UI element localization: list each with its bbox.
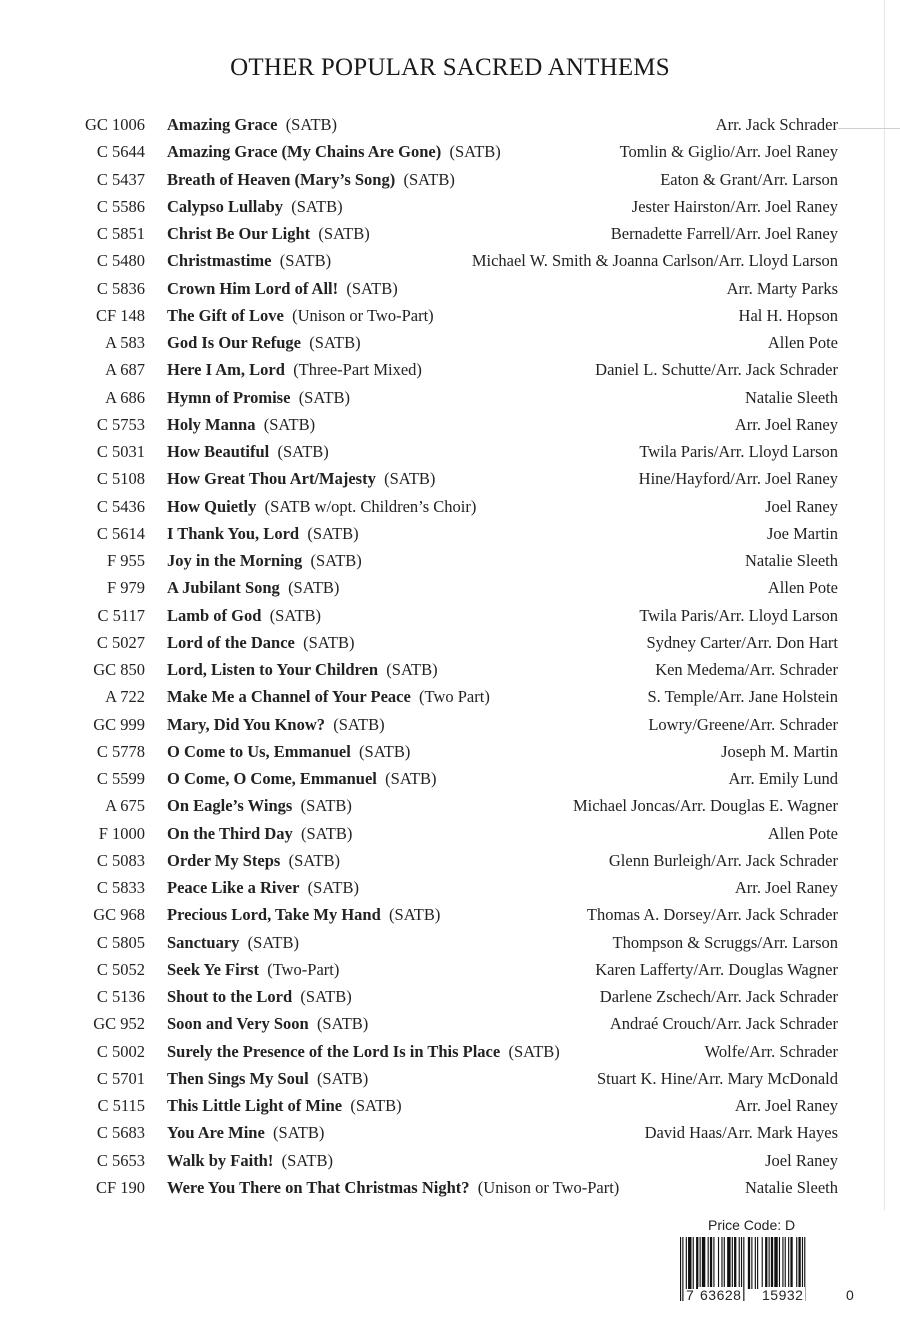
anthem-voicing: (SATB) [403,169,455,189]
anthem-title-group [167,468,435,490]
anthem-title-group [167,686,490,708]
barcode-bar [785,1237,786,1289]
anthem-title: How Quietly [167,496,257,516]
anthem-title: Peace Like a River [167,878,300,897]
barcode-bar [782,1237,783,1289]
anthem-voicing: (SATB) [298,387,351,407]
anthem-voicing: (Two Part) [419,687,490,707]
anthem-code: C 5002 [96,1041,145,1061]
page-title: OTHER POPULAR SACRED ANTHEMS [230,54,670,81]
anthem-title-group [167,795,352,817]
anthem-title-group [167,223,370,245]
anthem-voicing: (SATB) [277,442,329,461]
anthem-title-group [167,1068,368,1090]
barcode-bar [686,1237,687,1289]
anthem-title-group [167,387,350,409]
anthem-voicing: (SATB) [263,414,316,434]
anthem-code: A 687 [105,360,145,380]
anthem-code: C 5836 [96,278,145,298]
anthem-title: Here I Am, Lord [167,360,285,380]
anthem-code: C 5644 [96,142,145,162]
anthem-title: O Come, O Come, Emmanuel [167,769,377,788]
barcode-bar [734,1237,736,1289]
anthem-title: Christ Be Our Light [167,224,311,243]
anthem-code: C 5586 [96,196,145,216]
anthem-voicing: (SATB) [273,1123,325,1143]
barcode-bar [788,1237,789,1289]
anthem-row [0,823,900,850]
barcode-bar [762,1237,763,1289]
anthem-row [0,1013,900,1040]
anthem-code: GC 1006 [84,115,145,134]
anthem-row [0,904,900,931]
anthem-title: You Are Mine [167,1123,265,1143]
anthem-voicing: (SATB) [449,142,501,162]
anthem-row [0,278,900,305]
anthem-voicing: (SATB) [359,741,411,761]
barcode-bar [748,1237,750,1289]
anthem-code: C 5805 [96,932,145,952]
barcode-right-group: 15932 [762,1287,804,1303]
anthem-code: C 5027 [96,632,145,652]
anthem-code: C 5136 [96,987,145,1006]
anthem-voicing: (SATB) [508,1041,560,1061]
barcode-bar [724,1237,725,1289]
barcode-bar [700,1237,701,1289]
anthem-voicing: (SATB) [285,115,338,134]
anthem-voicing: (SATB) [316,1068,369,1088]
anthem-title-group [167,523,359,545]
anthem-composer: Ken Medema/Arr. Schrader [655,660,838,679]
anthem-row [0,114,900,141]
anthem-row [0,877,900,904]
anthem-row [0,250,900,277]
anthem-code: C 5437 [96,169,145,189]
barcode-bar [790,1237,792,1289]
anthem-voicing: (SATB) [291,196,343,216]
anthem-title: Surely the Presence of the Lord Is in This Place [167,1041,501,1061]
anthem-voicing: (SATB) [307,878,360,897]
anthem-title-group [167,1177,619,1199]
anthem-title-group [167,305,434,327]
anthem-title: Then Sings My Soul [167,1068,309,1088]
anthem-composer: Natalie Sleeth [744,1177,838,1197]
anthem-row [0,141,900,168]
anthem-code: F 979 [106,578,145,598]
anthem-row [0,686,900,713]
anthem-title: How Beautiful [167,442,270,461]
anthem-code: C 5653 [96,1150,145,1170]
barcode-bar [796,1237,797,1289]
anthem-code: A 686 [105,387,145,407]
anthem-code: C 5851 [96,224,145,243]
anthem-code: C 5833 [96,878,145,897]
anthem-title-group [167,278,398,300]
anthem-composer: Twila Paris/Arr. Lloyd Larson [639,605,838,625]
anthem-row [0,768,900,795]
anthem-composer: Joe Martin [766,523,838,543]
anthem-composer: Arr. Joel Raney [734,414,838,434]
anthem-composer: Darlene Zschech/Arr. Jack Schrader [599,987,838,1006]
anthem-code: C 5115 [97,1096,145,1115]
anthem-code: C 5117 [97,605,145,625]
anthem-title: Joy in the Morning [167,551,303,570]
anthem-row [0,632,900,659]
anthem-title-group [167,768,437,790]
barcode-digits [676,1287,866,1307]
anthem-voicing: (SATB) [279,251,332,271]
anthem-composer: Natalie Sleeth [744,387,838,407]
anthem-title-group [167,714,385,736]
barcode-bar [798,1237,800,1289]
anthem-title: Order My Steps [167,850,281,870]
anthem-voicing: (SATB) [288,850,340,870]
anthem-title-group [167,1041,560,1063]
anthem-voicing: (SATB) [310,551,362,570]
anthem-title: Amazing Grace (My Chains Are Gone) [167,142,442,162]
barcode-bar [765,1237,767,1289]
barcode-last-digit: 0 [846,1287,854,1303]
barcode-bar [751,1237,752,1289]
anthem-title: Seek Ye First [167,959,259,979]
barcode-bar [688,1237,691,1289]
barcode-bar [732,1237,733,1289]
anthem-row [0,441,900,468]
anthem-composer: Lowry/Greene/Arr. Schrader [648,714,838,734]
anthem-title: Amazing Grace [167,115,278,134]
anthem-row [0,1095,900,1122]
barcode-bar [779,1237,780,1289]
anthem-title-group [167,1150,333,1172]
anthem-composer: Wolfe/Arr. Schrader [704,1041,838,1061]
anthem-row [0,305,900,332]
anthem-title-group [167,196,343,218]
anthem-row [0,169,900,196]
anthem-composer: Allen Pote [767,578,838,598]
anthem-composer: Arr. Joel Raney [734,1096,838,1115]
anthem-voicing: (SATB) [300,796,352,816]
anthem-row [0,1068,900,1095]
anthem-row [0,1150,900,1177]
anthem-title: Sanctuary [167,932,240,952]
anthem-title-group [167,114,337,136]
anthem-code: C 5614 [96,523,145,543]
anthem-composer: Michael Joncas/Arr. Douglas E. Wagner [572,796,838,816]
anthem-title: This Little Light of Mine [167,1096,343,1115]
anthem-title-group [167,441,329,463]
barcode-bar [727,1237,730,1289]
anthem-title: Mary, Did You Know? [167,714,325,734]
price-code: Price Code: D [708,1217,796,1233]
anthem-title: Christmastime [167,251,272,271]
anthem-row [0,387,900,414]
anthem-row [0,741,900,768]
anthem-title-group [167,741,410,763]
anthem-title: Lord, Listen to Your Children [167,660,379,679]
anthem-voicing: (SATB) [384,469,436,489]
anthem-row [0,986,900,1013]
anthem-voicing: (SATB) [300,987,352,1006]
anthem-title: Lamb of God [167,605,262,625]
anthem-title-group [167,359,422,381]
barcode-bar [739,1237,740,1289]
anthem-composer: Daniel L. Schutte/Arr. Jack Schrader [595,360,838,380]
anthem-title-group [167,550,362,572]
anthem-composer: Allen Pote [767,823,838,843]
anthem-row [0,1122,900,1149]
anthem-code: A 675 [105,796,145,816]
anthem-title-group [167,877,359,899]
anthem-composer: Karen Lafferty/Arr. Douglas Wagner [595,959,838,979]
anthem-title-group [167,632,354,654]
anthem-composer: Glenn Burleigh/Arr. Jack Schrader [608,850,838,870]
anthem-voicing: (SATB) [333,714,385,734]
anthem-voicing: (SATB) [385,769,437,788]
barcode-bar [702,1237,705,1289]
anthem-title: The Gift of Love [167,305,284,325]
anthem-composer: Bernadette Farrell/Arr. Joel Raney [610,224,838,243]
anthem-code: GC 952 [93,1014,145,1034]
anthem-title-group [167,496,476,518]
anthem-title-group [167,605,321,627]
anthem-title-group [167,932,299,954]
anthem-title-group [167,332,361,354]
anthem-composer: Hal H. Hopson [738,305,838,325]
anthem-title: I Thank You, Lord [167,523,300,543]
anthem-composer: Stuart K. Hine/Arr. Mary McDonald [596,1068,838,1088]
anthem-row [0,523,900,550]
anthem-voicing: (SATB) [346,278,398,298]
anthem-composer: Natalie Sleeth [744,551,838,570]
anthem-title-group [167,904,440,926]
anthem-row [0,714,900,741]
anthem-composer: Twila Paris/Arr. Lloyd Larson [639,442,838,461]
barcode-bar [769,1237,770,1289]
anthem-composer: Eaton & Grant/Arr. Larson [660,169,838,189]
anthem-composer: Arr. Joel Raney [734,878,838,897]
anthem-list [0,114,900,1204]
anthem-title: Breath of Heaven (Mary’s Song) [167,169,396,189]
anthem-voicing: (SATB w/opt. Children’s Choir) [264,496,477,516]
anthem-composer: Thomas A. Dorsey/Arr. Jack Schrader [586,905,838,925]
anthem-title-group [167,823,352,845]
anthem-row [0,550,900,577]
anthem-code: C 5599 [96,769,145,788]
anthem-code: C 5778 [96,741,145,761]
anthem-composer: Jester Hairston/Arr. Joel Raney [631,196,838,216]
anthem-voicing: (Unison or Two-Part) [292,305,434,325]
anthem-code: A 583 [105,333,145,352]
anthem-title: Holy Manna [167,414,256,434]
anthem-title-group [167,414,315,436]
anthem-title: Make Me a Channel of Your Peace [167,687,411,707]
anthem-voicing: (SATB) [301,823,353,843]
anthem-title-group [167,659,438,681]
barcode-bar [774,1237,777,1289]
anthem-row [0,932,900,959]
anthem-title: Hymn of Promise [167,387,291,407]
anthem-composer: Arr. Emily Lund [728,769,838,788]
barcode-bar [755,1237,756,1289]
anthem-code: GC 968 [93,905,145,925]
anthem-title-group [167,169,455,191]
anthem-voicing: (SATB) [288,578,340,598]
anthem-voicing: (SATB) [303,632,355,652]
barcode-first-digit: 7 [686,1287,694,1303]
anthem-row [0,223,900,250]
anthem-title-group [167,959,339,981]
anthem-title: God Is Our Refuge [167,333,301,352]
anthem-voicing: (SATB) [269,605,322,625]
anthem-row [0,496,900,523]
anthem-title: Shout to the Lord [167,987,293,1006]
anthem-composer: Andraé Crouch/Arr. Jack Schrader [609,1014,838,1034]
anthem-row [0,1041,900,1068]
anthem-title: Soon and Very Soon [167,1014,309,1034]
anthem-row [0,1177,900,1204]
anthem-voicing: (SATB) [316,1014,369,1034]
anthem-row [0,359,900,386]
anthem-code: C 5436 [96,496,145,516]
anthem-code: C 5753 [96,414,145,434]
anthem-title: On Eagle’s Wings [167,796,293,816]
anthem-voicing: (SATB) [307,523,359,543]
anthem-composer: Sydney Carter/Arr. Don Hart [646,632,838,652]
anthem-row [0,959,900,986]
anthem-code: C 5031 [96,442,145,461]
anthem-title-group [167,986,352,1008]
anthem-code: GC 850 [93,660,145,679]
anthem-voicing: (SATB) [309,333,361,352]
anthem-voicing: (SATB) [318,224,370,243]
anthem-composer: Thompson & Scruggs/Arr. Larson [612,932,838,952]
anthem-row [0,795,900,822]
barcode-bar [696,1237,698,1289]
anthem-voicing: (SATB) [247,932,300,952]
anthem-row [0,659,900,686]
anthem-row [0,577,900,604]
barcode-bar [713,1237,714,1289]
anthem-code: F 1000 [98,823,145,843]
anthem-title: O Come to Us, Emmanuel [167,741,351,761]
anthem-composer: Allen Pote [767,333,838,352]
anthem-composer: S. Temple/Arr. Jane Holstein [647,687,838,707]
anthem-title-group [167,850,340,872]
anthem-composer: Joel Raney [765,1150,838,1170]
anthem-composer: Arr. Jack Schrader [715,115,838,134]
anthem-title-group [167,1013,368,1035]
barcode-left-group: 63628 [700,1287,742,1303]
anthem-composer: Tomlin & Giglio/Arr. Joel Raney [619,142,838,162]
anthem-composer: Joel Raney [765,496,838,516]
anthem-code: C 5480 [96,251,145,271]
anthem-code: F 955 [106,551,145,570]
anthem-title: Walk by Faith! [167,1150,274,1170]
anthem-voicing: (SATB) [386,660,438,679]
anthem-title-group [167,250,331,272]
anthem-title-group [167,141,501,163]
barcode-bar [721,1237,722,1289]
anthem-voicing: (Three-Part Mixed) [293,360,422,380]
anthem-composer: Hine/Hayford/Arr. Joel Raney [638,469,838,489]
anthem-composer: David Haas/Arr. Mark Hayes [644,1123,838,1143]
anthem-title-group [167,1122,324,1144]
anthem-code: CF 190 [95,1177,145,1197]
barcode-bar [771,1237,773,1289]
anthem-code: CF 148 [95,305,145,325]
anthem-code: C 5683 [96,1123,145,1143]
anthem-row [0,332,900,359]
anthem-composer: Michael W. Smith & Joanna Carlson/Arr. Lloyd Larson [471,251,838,271]
anthem-row [0,468,900,495]
anthem-voicing: (Two-Part) [267,959,340,979]
barcode-bar [710,1237,712,1289]
anthem-composer: Joseph M. Martin [721,741,838,761]
anthem-voicing: (SATB) [389,905,441,925]
anthem-title-group [167,577,339,599]
barcode-bar [693,1237,694,1289]
anthem-title: Calypso Lullaby [167,196,283,216]
barcode-bar [757,1237,758,1289]
anthem-title: Crown Him Lord of All! [167,278,339,298]
anthem-title: Precious Lord, Take My Hand [167,905,381,925]
anthem-code: C 5701 [96,1068,145,1088]
anthem-code: GC 999 [93,714,145,734]
anthem-voicing: (Unison or Two-Part) [477,1177,620,1197]
barcode-bar [708,1237,709,1289]
anthem-composer: Arr. Marty Parks [726,278,838,298]
anthem-code: A 722 [105,687,145,707]
anthem-code: C 5052 [96,959,145,979]
anthem-title: On the Third Day [167,823,293,843]
anthem-title: Lord of the Dance [167,632,295,652]
anthem-row [0,414,900,441]
anthem-voicing: (SATB) [350,1096,402,1115]
anthem-row [0,850,900,877]
anthem-title: A Jubilant Song [167,578,280,598]
anthem-row [0,605,900,632]
anthem-code: C 5108 [96,469,145,489]
anthem-title-group [167,1095,402,1117]
anthem-title: How Great Thou Art/Majesty [167,469,376,489]
anthem-voicing: (SATB) [281,1150,333,1170]
barcode-bar [718,1237,719,1289]
anthem-title: Were You There on That Christmas Night? [167,1177,470,1197]
anthem-code: C 5083 [96,850,145,870]
anthem-row [0,196,900,223]
